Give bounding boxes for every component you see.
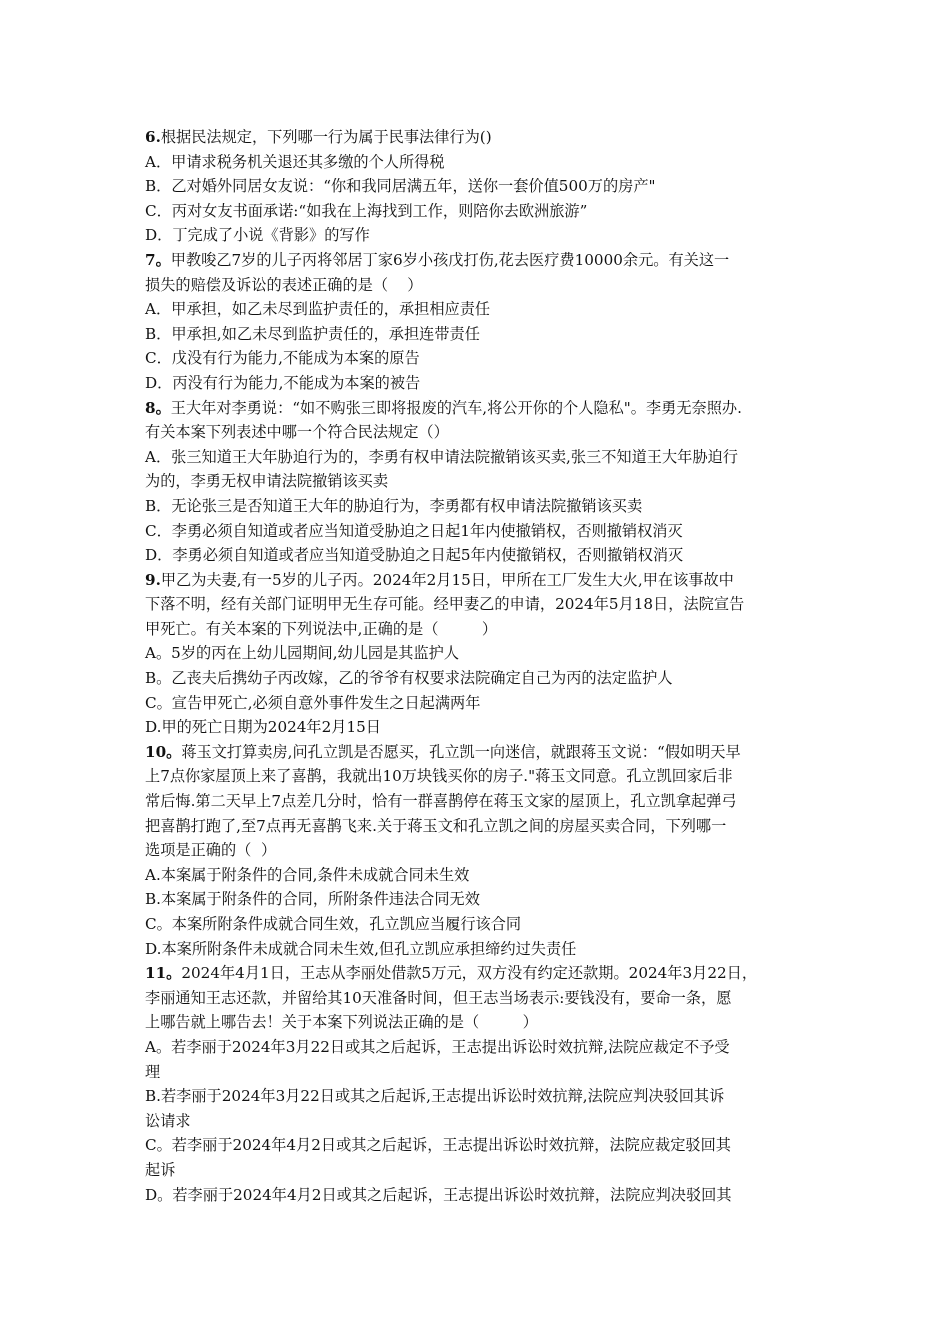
question-6-option-b: B．乙对婚外同居女友说：“你和我同居满五年，送你一套价值500万的房产"	[145, 177, 656, 196]
question-6-option-c: C．丙对女友书面承诺:“如我在上海找到工作，则陪你去欧洲旅游”	[145, 201, 588, 220]
question-11-stem-line-2: 李丽通知王志还款，并留给其10天准备时间，但王志当场表示:要钱没有，要命一条，愿	[145, 988, 732, 1007]
question-11-stem-line-3: 上哪告就上哪告去！关于本案下列说法正确的是（ ）	[145, 1013, 538, 1032]
question-11-option-b-line-2: 讼请求	[145, 1111, 191, 1130]
question-10-stem-line-1: 10。蒋玉文打算卖房,问孔立凯是否愿买，孔立凯一向迷信，就跟蒋玉文说：“假如明天早	[145, 742, 741, 761]
question-11-option-d-line-1: D。若李丽于2024年4月2日或其之后起诉，王志提出诉讼时效抗辩，法院应判决驳回其	[145, 1185, 732, 1204]
question-9-option-b: B。乙丧夫后携幼子丙改嫁，乙的爷爷有权要求法院确定自己为丙的法定监护人	[145, 669, 673, 688]
question-number: 10。	[145, 742, 182, 761]
question-8-option-d: D．李勇必须自知道或者应当知道受胁迫之日起5年内使撤销权，否则撤销权消灭	[145, 546, 684, 565]
question-7-option-c: C．戊没有行为能力,不能成为本案的原告	[145, 349, 420, 368]
question-11-stem-line-1: 11。2024年4月1日，王志从李丽处借款5万元，双方没有约定还款期。2024年3月22日，	[145, 964, 758, 983]
question-7-option-b: B．甲承担,如乙未尽到监护责任的，承担连带责任	[145, 324, 480, 343]
question-11-option-c-line-2: 起诉	[145, 1160, 176, 1179]
question-10-option-d: D.本案所附条件未成就合同未生效,但孔立凯应承担缔约过失责任	[145, 939, 577, 958]
question-number: 8。	[145, 398, 171, 417]
question-number: 11。	[145, 964, 182, 983]
question-10-stem-line-3: 常后悔.第二天早上7点差几分时，恰有一群喜鹊停在蒋玉文家的屋顶上，孔立凯拿起弹弓	[145, 792, 737, 811]
question-9-option-c: C。宣告甲死亡,必须自意外事件发生之日起满两年	[145, 693, 481, 712]
question-10-option-b: B.本案属于附条件的合同，所附条件违法合同无效	[145, 890, 480, 909]
question-8-option-a-line-1: A．张三知道王大年胁迫行为的，李勇有权申请法院撤销该买卖,张三不知道王大年胁迫行	[145, 447, 738, 466]
question-10-option-a: A.本案属于附条件的合同,条件未成就合同未生效	[145, 865, 470, 884]
question-6-option-a: A．甲请求税务机关退还其多缴的个人所得税	[145, 152, 445, 171]
question-8-stem-line-2: 有关本案下列表述中哪一个符合民法规定（）	[145, 423, 449, 442]
question-8-option-a-line-2: 为的，李勇无权申请法院撤销该买卖	[145, 472, 388, 491]
question-6-option-d: D．丁完成了小说《背影》的写作	[145, 226, 370, 245]
question-7-option-d: D．丙没有行为能力,不能成为本案的被告	[145, 373, 421, 392]
question-number: 9.	[145, 570, 161, 589]
question-9-stem-line-1: 9.甲乙为夫妻,有一5岁的儿子丙。2024年2月15日，甲所在工厂发生大火,甲在该事故中	[145, 570, 734, 589]
question-7-stem-line-2: 损失的赔偿及诉讼的表述正确的是（ ）	[145, 275, 423, 294]
question-10-stem-line-5: 选项是正确的（ ）	[145, 841, 277, 860]
question-9-option-a: A。5岁的丙在上幼儿园期间,幼儿园是其监护人	[145, 644, 460, 663]
question-10-option-c: C。本案所附条件成就合同生效，孔立凯应当履行该合同	[145, 915, 522, 933]
question-9-stem-line-3: 甲死亡。有关本案的下列说法中,正确的是（ ）	[145, 619, 498, 638]
question-10-stem-line-2: 上7点你家屋顶上来了喜鹊，我就出10万块钱买你的房子."蒋玉文同意。孔立凯回家后非	[145, 767, 733, 786]
question-11-option-c-line-1: C。若李丽于2024年4月2日或其之后起诉，王志提出诉讼时效抗辩，法院应裁定驳回其	[145, 1136, 731, 1155]
question-10-stem-line-4: 把喜鹊打跑了,至7点再无喜鹊飞来.关于蒋玉文和孔立凯之间的房屋买卖合同，下列哪一	[145, 816, 727, 835]
question-7-stem-line-1: 7。甲教唆乙7岁的儿子丙将邻居丁家6岁小孩戊打伤,花去医疗费10000余元。有关这一	[145, 250, 730, 269]
question-11-option-b-line-1: B.若李丽于2024年3月22日或其之后起诉,王志提出诉讼时效抗辩,法院应判决驳回其诉	[145, 1087, 725, 1106]
question-6-stem-line-1: 6.根据民法规定，下列哪一行为属于民事法律行为()	[145, 128, 492, 146]
question-9-option-d: D.甲的死亡日期为2024年2月15日	[145, 718, 381, 737]
question-number: 7。	[145, 250, 171, 269]
question-8-stem-line-1: 8。王大年对李勇说：“如不购张三即将报废的汽车,将公开你的个人隐私"。李勇无奈照办.	[145, 398, 742, 417]
question-number: 6.	[145, 128, 161, 146]
question-8-option-c: C．李勇必须自知道或者应当知道受胁迫之日起1年内使撤销权，否则撤销权消灭	[145, 521, 683, 540]
question-11-option-a-line-1: A。若李丽于2024年3月22日或其之后起诉，王志提出诉讼时效抗辩,法院应裁定不予受	[145, 1037, 730, 1056]
question-9-stem-line-2: 下落不明，经有关部门证明甲无生存可能。经甲妻乙的申请，2024年5月18日，法院宣告	[145, 595, 745, 614]
question-11-option-a-line-2: 理	[145, 1062, 161, 1081]
exam-page	[145, 125, 815, 1207]
question-7-option-a: A．甲承担，如乙未尽到监护责任的，承担相应责任	[145, 300, 491, 319]
question-8-option-b: B．无论张三是否知道王大年的胁迫行为，李勇都有权申请法院撤销该买卖	[145, 496, 643, 515]
